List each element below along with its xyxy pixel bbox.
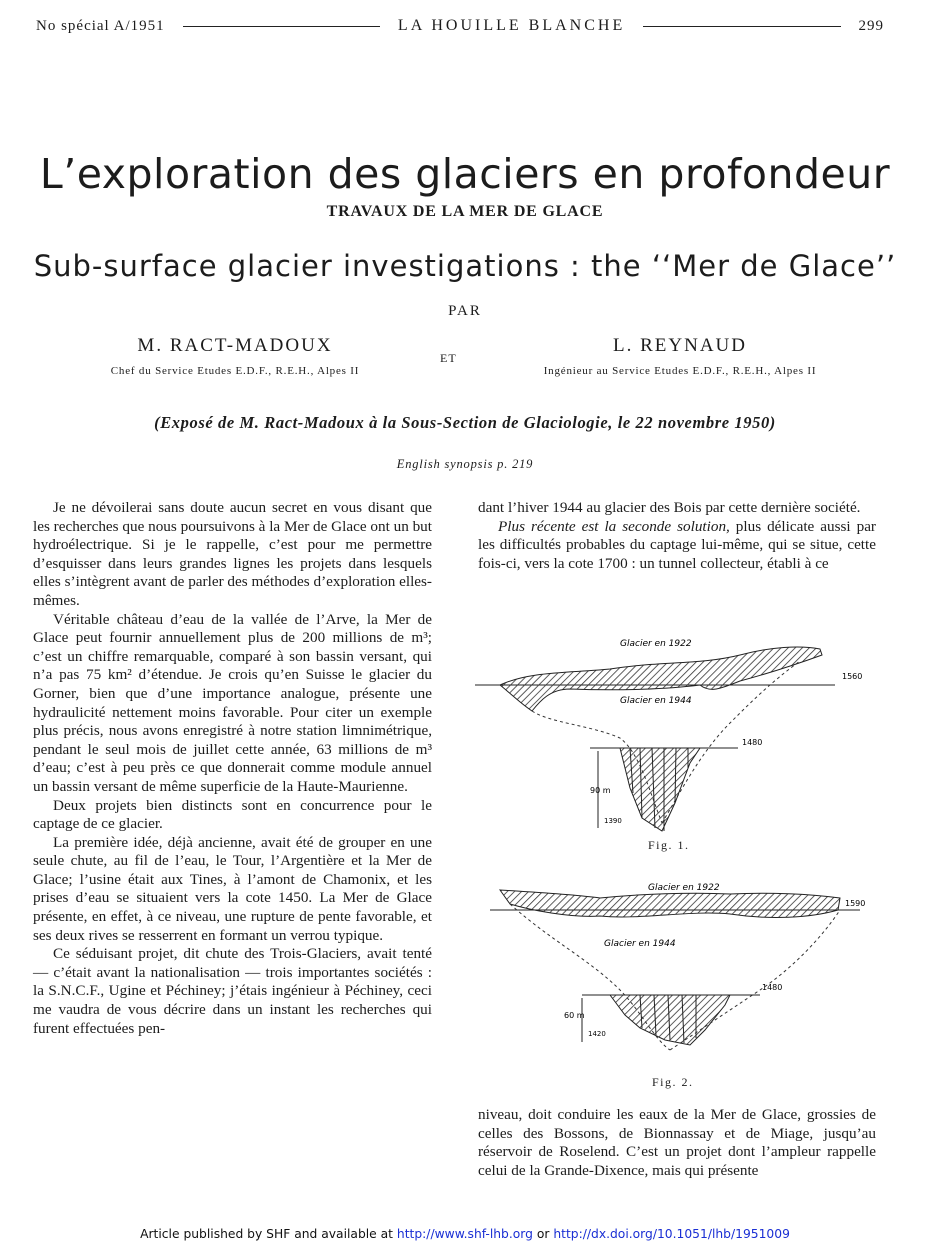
paragraph: niveau, doit conduire les eaux de la Mer de Glace, grossies de celles des Bossons, de Bionnassay et de Miage, jusqu’au réservoir de Roselend. C’est un projet dont l’ampleur rappelle celui de la Grande-Dixence, mais qui présente bbox=[478, 1106, 876, 1179]
expose-note: (Exposé de M. Ract-Madoux à la Sous-Section de Glaciologie, le 22 novembre 1950) bbox=[154, 413, 776, 432]
figure-1-cross-section bbox=[470, 633, 880, 838]
elevation-bottom: 1390 bbox=[604, 817, 622, 825]
elevation-mid: 1480 bbox=[762, 983, 783, 992]
right-column-bottom bbox=[478, 1106, 876, 1180]
article-title: L’exploration des glaciers en profondeur bbox=[39, 150, 891, 198]
elevation-mid: 1480 bbox=[742, 738, 763, 747]
elevation-top: 1560 bbox=[842, 672, 863, 681]
english-synopsis-note: English synopsis p. 219 bbox=[396, 457, 534, 471]
paragraph: Ce séduisant projet, dit chute des Trois-Glaciers, avait tenté — c’était avant la nationalisation — trois importantes sociétés : la S.N.C.F., Ugine et Péchiney; j’étais ingénieur à Péchiney, ceci me vaudra de vous décrire dans un instant les recherches qui furent effectuées pen- bbox=[33, 945, 432, 1037]
par-label: PAR bbox=[448, 303, 482, 319]
author-name-2: L. REYNAUD bbox=[613, 335, 747, 356]
page-number: 299 bbox=[858, 17, 884, 34]
depth-label: 90 m bbox=[590, 786, 611, 795]
footer-prefix: Article published by SHF and available at bbox=[140, 1227, 397, 1241]
publication-footer bbox=[0, 1227, 930, 1241]
elevation-top: 1590 bbox=[845, 899, 866, 908]
label-glacier-1944: Glacier en 1944 bbox=[620, 696, 692, 706]
right-column-top bbox=[478, 499, 876, 573]
paragraph-rest: plus délicate aussi par les difficultés probables du captage lui-même, qui se situe, cette fois-ci, vers la cote 1700 : un tunnel collecteur, établi à ce bbox=[478, 517, 876, 572]
footer-link-shf[interactable]: http://www.shf-lhb.org bbox=[396, 1227, 533, 1241]
paragraph: Véritable château d’eau de la vallée de l’Arve, la Mer de Glace peut fournir annuellement plus de 200 millions de m³; c’est un chiffre remarquable, comparé à son bassin versant, qui n’a pas 75 km² d’étendue. Je crois qu’en Suisse le glacier du Gorner, bien que d’une importance analogue, présente une hydraulicité nettement moins favorable. Pour citer un exemple plus précis, nous avons enregistré à notre station limnimétrique, pendant le seul mois de juillet cette année, 63 millions de m³ d’eau; c’est à peu près ce que donnerait comme module annuel un bassin versant de même superficie de la Haute-Maurienne. bbox=[33, 610, 432, 795]
italic-lead: Plus récente est la seconde solution, bbox=[498, 517, 730, 535]
elevation-bottom: 1420 bbox=[588, 1030, 606, 1038]
figure-1-caption: Fig. 1. bbox=[648, 838, 690, 852]
figure-2-cross-section bbox=[490, 880, 880, 1075]
paragraph: Je ne dévoilerai sans doute aucun secret en vous disant que les recherches que nous poursuivons à la Mer de Glace ont un but hydroélectrique. Si je le rappelle, c’est pour me permettre d’esquisser dans leurs grandes lignes les projets dans lesquels elles s’intègrent avant de parler des méthodes d’exploration elles-mêmes. bbox=[33, 499, 432, 609]
paragraph-continuation: dant l’hiver 1944 au glacier des Bois par cette dernière société. bbox=[478, 499, 861, 516]
header-rule-left bbox=[183, 26, 380, 27]
issue-label: No spécial A/1951 bbox=[36, 17, 165, 34]
paragraph: Deux projets bien distincts sont en concurrence pour le captage de ce glacier. bbox=[33, 796, 432, 833]
header-rule-right bbox=[643, 26, 840, 27]
article-subtitle: TRAVAUX DE LA MER DE GLACE bbox=[326, 203, 604, 220]
label-glacier-1944: Glacier en 1944 bbox=[604, 939, 676, 949]
label-glacier-1922: Glacier en 1922 bbox=[620, 639, 692, 649]
paragraph bbox=[478, 518, 876, 574]
label-glacier-1922: Glacier en 1922 bbox=[648, 883, 720, 893]
glacier-1922-body bbox=[500, 890, 840, 917]
footer-link-doi[interactable]: http://dx.doi.org/10.1051/lhb/1951009 bbox=[553, 1227, 790, 1241]
english-title: Sub-surface glacier investigations : the ‘‘Mer de Glace’’ bbox=[33, 249, 897, 283]
left-column bbox=[33, 499, 432, 1038]
paragraph: La première idée, déjà ancienne, avait été de grouper en une seule chute, au fil de l’eau, le Tour, l’Argentière et la Mer de Glace; l’usine était aux Tines, à l’amont de Chamonix, et les prises d’eau se situaient vers la cote 1450. La Mer de Glace présente, en effet, à ce niveau, une rupture de pente favorable, et ses deux rives se resserrent en formant un verrou typique. bbox=[33, 833, 432, 944]
footer-middle: or bbox=[532, 1227, 554, 1241]
depth-label: 60 m bbox=[564, 1011, 585, 1020]
figure-2-caption: Fig. 2. bbox=[652, 1075, 694, 1089]
running-header bbox=[36, 14, 884, 38]
author-affiliation-1: Chef du Service Etudes E.D.F., R.E.H., Alpes II bbox=[110, 365, 360, 377]
author-name-1: M. RACT-MADOUX bbox=[137, 335, 333, 356]
journal-name: LA HOUILLE BLANCHE bbox=[397, 17, 626, 34]
et-label: ET bbox=[440, 351, 457, 365]
author-affiliation-2: Ingénieur au Service Etudes E.D.F., R.E.H., Alpes II bbox=[543, 365, 817, 377]
